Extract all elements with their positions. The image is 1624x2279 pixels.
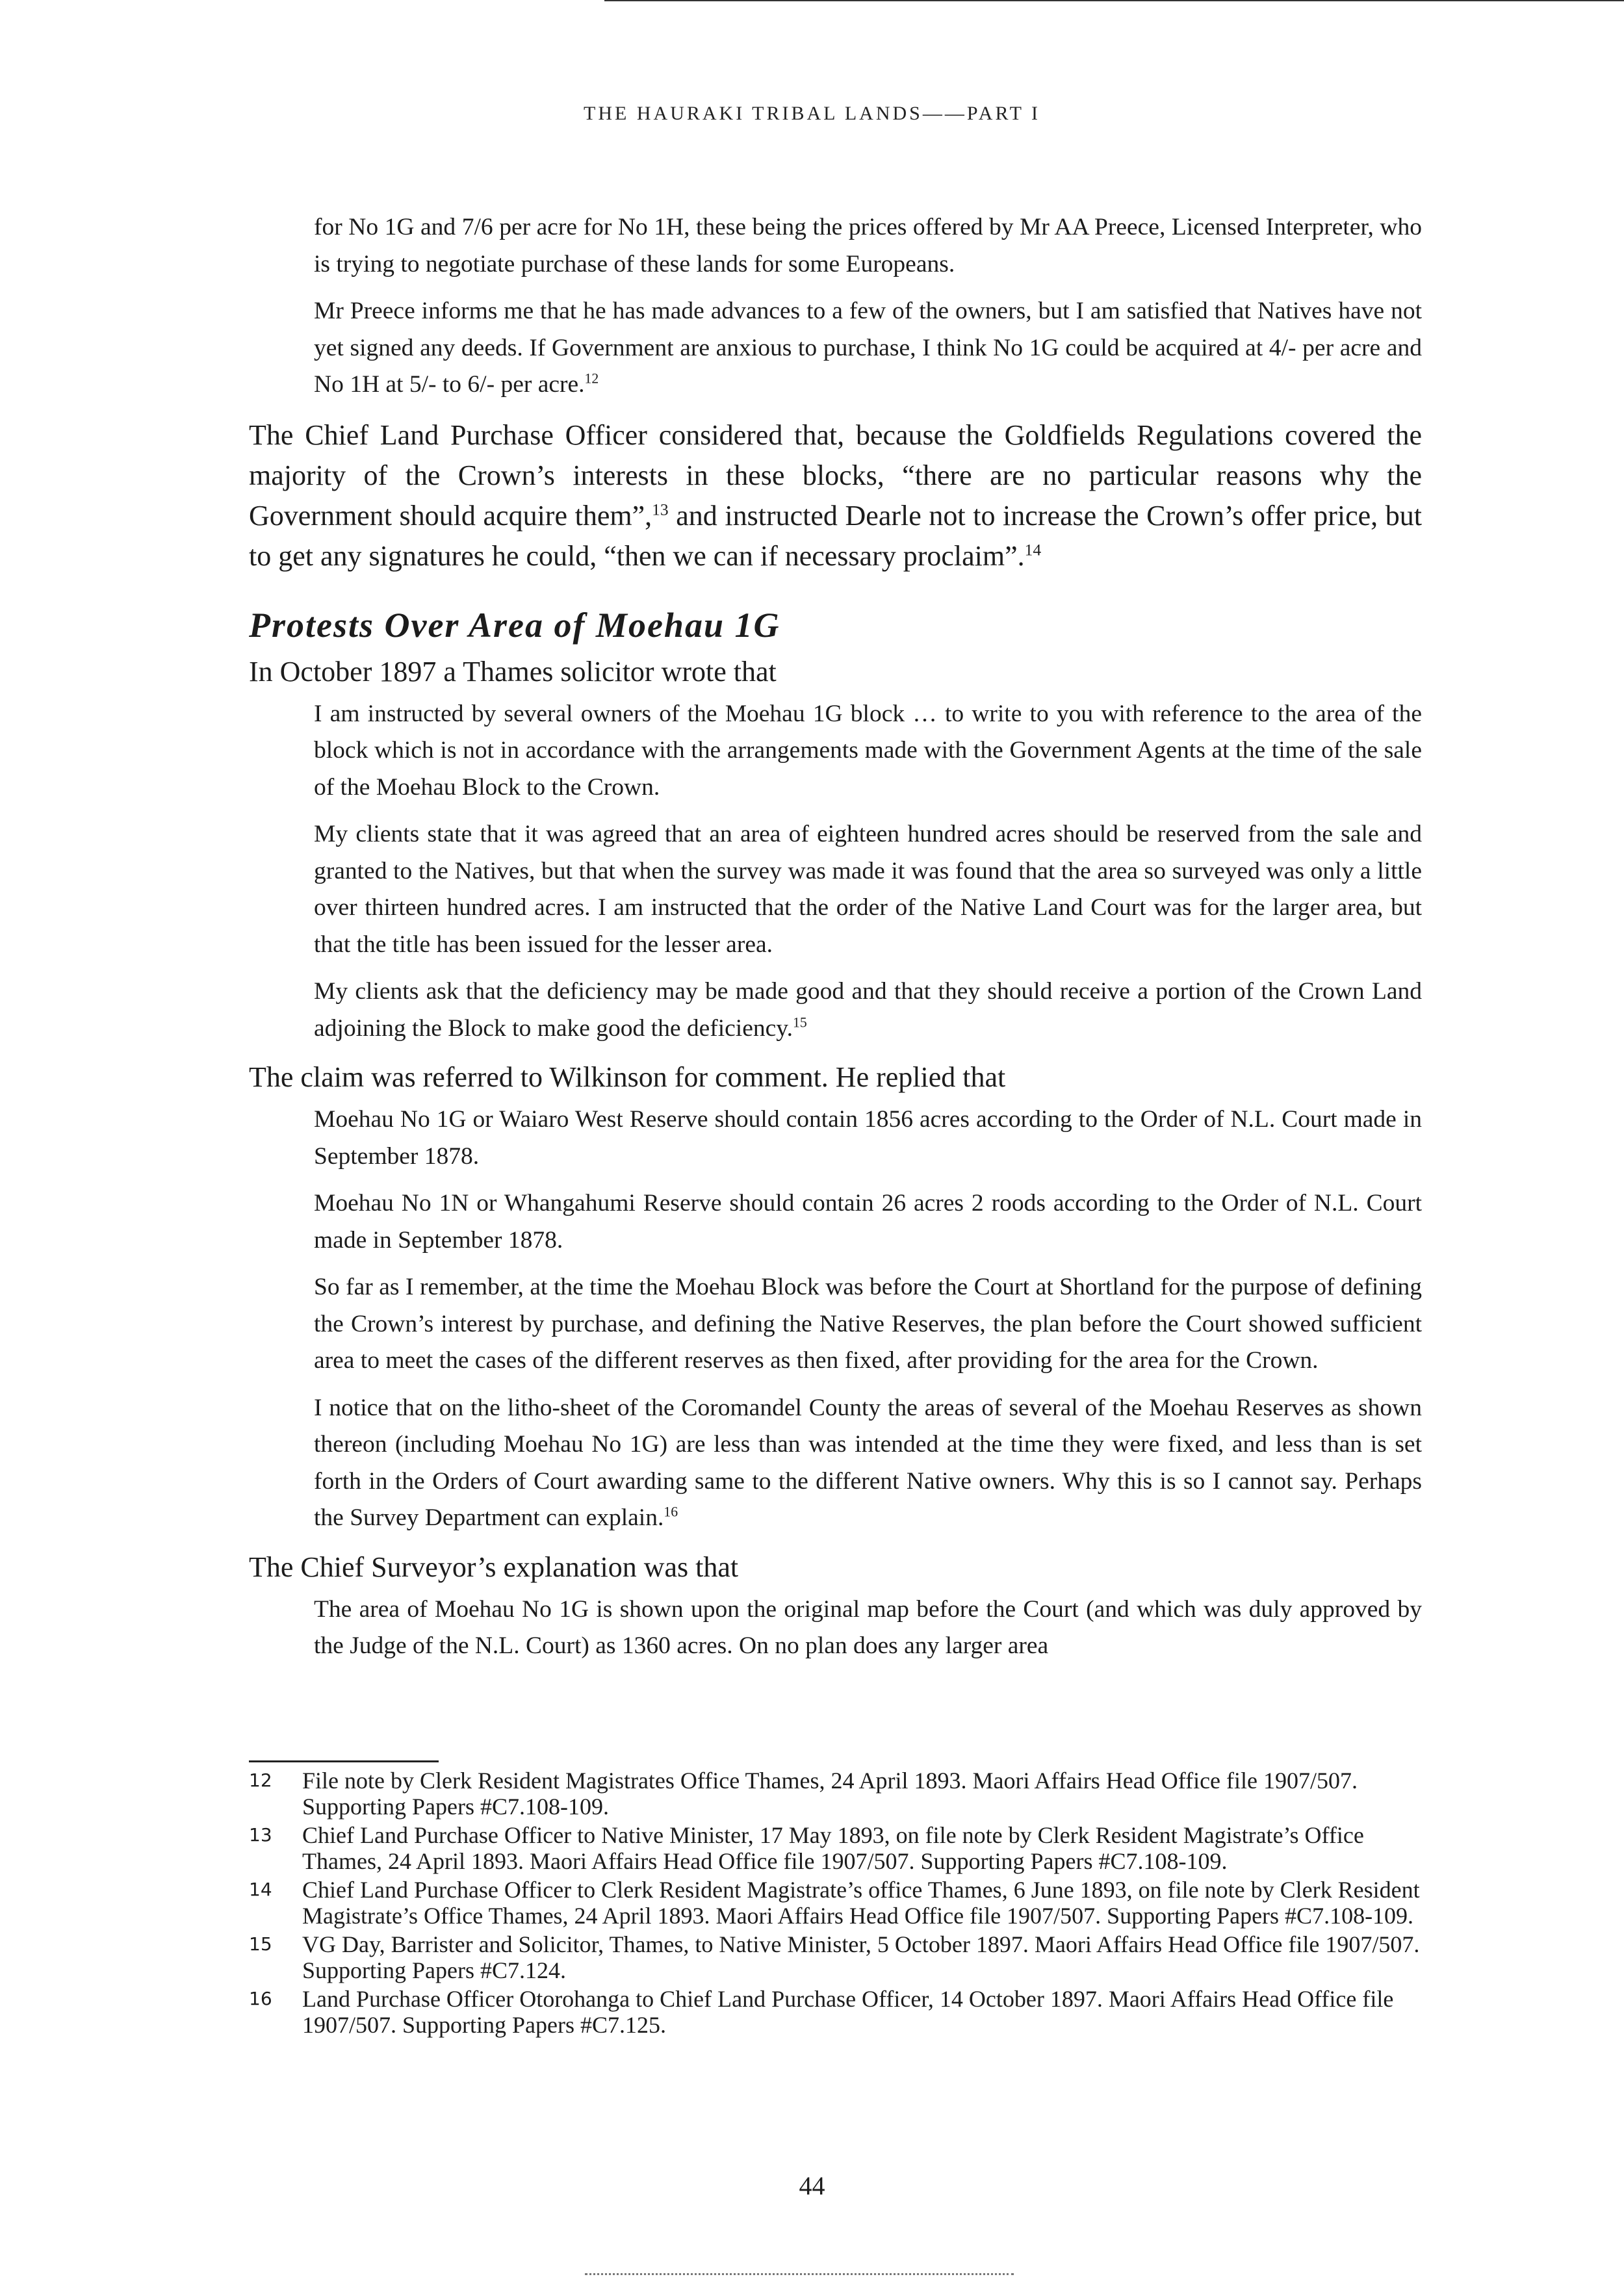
quote-text: I am instructed by several owners of the Moehau 1G block … to write to you with reference to the area of the block which is not in accordance with the arrangements made with the Government Agents at the time of the sale of the Moehau Block to the Crown. xyxy=(314,700,1422,801)
footnote-ref: 13 xyxy=(652,499,669,519)
quote-text: Mr Preece informs me that he has made advances to a few of the owners, but I am satisfied that Natives have not yet signed any deeds. If Government are anxious to purchase, I think No 1G could be acquired at 4/- per acre and No 1H at 5/- to 6/- per acre. xyxy=(314,298,1422,398)
footnote xyxy=(249,1931,1422,1983)
footnote-ref: 16 xyxy=(664,1504,678,1520)
footnote-text: Chief Land Purchase Officer to Native Minister, 17 May 1893, on file note by Clerk Resident Magistrate’s Office Thames, 24 April 1893. Maori Affairs Head Office file 1907/507. Supporting Papers #C7.108-109. xyxy=(302,1822,1364,1874)
footnotes xyxy=(249,1768,1422,2041)
footnote-number: 16 xyxy=(249,1988,272,2009)
quote-text: My clients ask that the deficiency may be made good and that they should receive a portion of the Crown Land adjoining the Block to make good the deficiency. xyxy=(314,978,1422,1042)
quote-paragraph xyxy=(314,816,1422,963)
quote-text: The area of Moehau No 1G is shown upon the original map before the Court (and which was duly approved by the Judge of the N.L. Court) as 1360 acres. On no plan does any larger area xyxy=(314,1595,1422,1659)
quote-paragraph xyxy=(314,1185,1422,1259)
quote-paragraph xyxy=(314,696,1422,806)
footnote-text: File note by Clerk Resident Magistrates Office Thames, 24 April 1893. Maori Affairs Head Office file 1907/507. Supporting Papers #C7.108-109. xyxy=(302,1768,1358,1820)
quote-text: My clients state that it was agreed that an area of eighteen hundred acres should be reserved from the sale and granted to the Natives, but that when the survey was made it was found that the area so surveyed was only a little over thirteen hundred acres. I am instructed that the order of the Native Land Court was for the larger area, but that the title has been issued for the lesser area. xyxy=(314,821,1422,958)
footnote xyxy=(249,1768,1422,1820)
lead-sentence: In October 1897 a Thames solicitor wrote that xyxy=(249,655,777,688)
scan-artifact-line xyxy=(585,2273,1014,2275)
footnote-ref: 14 xyxy=(1024,539,1042,559)
footnote-ref: 15 xyxy=(792,1014,807,1030)
body-text: and instructed Dearle not to increase the Crown’s offer price, but to get any signatures he could, “then we can if necessary proclaim”. xyxy=(249,499,1422,572)
footnote-ref: 12 xyxy=(584,370,599,387)
footnote-text: Chief Land Purchase Officer to Clerk Resident Magistrate’s office Thames, 6 June 1893, on file note by Clerk Resident Magistrate’s Office Thames, 24 April 1893. Maori Affairs Head Office file 1907/507. Supporting Papers #C7.108-109. xyxy=(302,1877,1420,1929)
quote-paragraph xyxy=(314,973,1422,1047)
page-number: 44 xyxy=(799,2171,825,2200)
block-quote-1 xyxy=(314,209,1422,404)
top-rule xyxy=(604,0,1624,1)
quote-paragraph xyxy=(314,1101,1422,1175)
quote-paragraph xyxy=(314,1390,1422,1537)
quote-text: Moehau No 1N or Whangahumi Reserve should contain 26 acres 2 roods according to the Order of N.L. Court made in September 1878. xyxy=(314,1190,1422,1254)
section-heading: Protests Over Area of Moehau 1G xyxy=(249,605,780,645)
quote-paragraph xyxy=(314,209,1422,283)
main-content xyxy=(249,209,1422,1675)
body-text: The Chief Land Purchase Officer considered that, because the Goldfields Regulations covered the majority of the Crown’s interests in these blocks, “there are no particular reasons why the Government should acquire them”, xyxy=(249,418,1422,532)
lead-sentence: The claim was referred to Wilkinson for comment. He replied that xyxy=(249,1061,1006,1093)
running-header: THE HAURAKI TRIBAL LANDS——PART I xyxy=(584,103,1040,124)
block-quote-4 xyxy=(314,1591,1422,1665)
block-quote-3 xyxy=(314,1101,1422,1537)
footnote-number: 14 xyxy=(249,1879,272,1900)
quote-text: So far as I remember, at the time the Moehau Block was before the Court at Shortland for the purpose of defining the Crown’s interest by purchase, and defining the Native Reserves, the plan before the Court showed sufficient area to meet the cases of the different reserves as then fixed, after providing for the area for the Crown. xyxy=(314,1274,1422,1374)
footnote-number: 15 xyxy=(249,1933,272,1955)
body-paragraph xyxy=(249,415,1422,576)
footnote-rule xyxy=(249,1760,439,1762)
footnote-text: VG Day, Barrister and Solicitor, Thames, to Native Minister, 5 October 1897. Maori Affairs Head Office file 1907/507. Supporting Papers #C7.124. xyxy=(302,1931,1420,1983)
quote-paragraph xyxy=(314,1269,1422,1380)
footnote xyxy=(249,1877,1422,1929)
footnote xyxy=(249,1822,1422,1874)
footnote-text: Land Purchase Officer Otorohanga to Chief Land Purchase Officer, 14 October 1897. Maori Affairs Head Office file 1907/507. Supporting Papers #C7.125. xyxy=(302,1986,1394,2038)
block-quote-2 xyxy=(314,696,1422,1048)
lead-sentence: The Chief Surveyor’s explanation was that xyxy=(249,1551,739,1583)
quote-text: for No 1G and 7/6 per acre for No 1H, these being the prices offered by Mr AA Preece, Licensed Interpreter, who is trying to negotiate purchase of these lands for some Europeans. xyxy=(314,214,1422,277)
footnote-number: 13 xyxy=(249,1824,272,1846)
footnote-number: 12 xyxy=(249,1770,272,1791)
quote-text: Moehau No 1G or Waiaro West Reserve should contain 1856 acres according to the Order of N.L. Court made in September 1878. xyxy=(314,1106,1422,1170)
quote-paragraph xyxy=(314,1591,1422,1665)
quote-paragraph xyxy=(314,293,1422,404)
quote-text: I notice that on the litho-sheet of the Coromandel County the areas of several of the Moehau Reserves as shown thereon (including Moehau No 1G) are less than was intended at the time they were fixed, and less than is set forth in the Orders of Court awarding same to the different Native owners. Why this is so I cannot say. Perhaps the Survey Department can explain. xyxy=(314,1394,1422,1531)
footnote xyxy=(249,1986,1422,2038)
